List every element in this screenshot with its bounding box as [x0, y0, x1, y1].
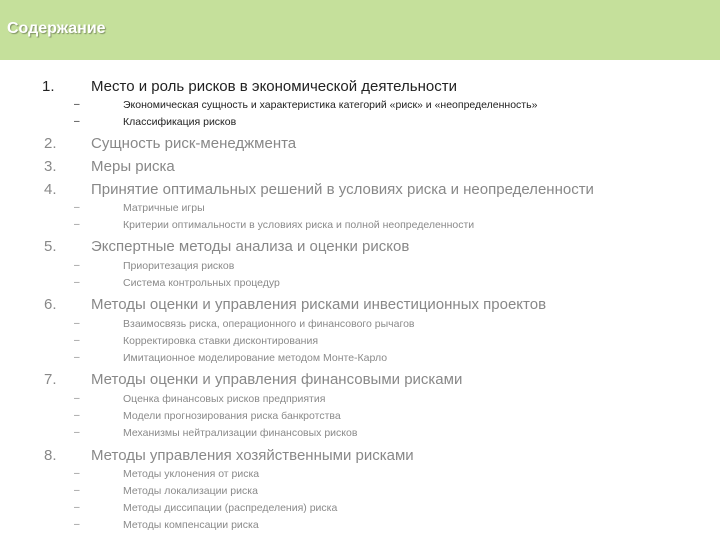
- section-number: 8.: [44, 447, 57, 464]
- bullet-dash: –: [74, 519, 80, 530]
- subsection-item: Методы диссипации (распределения) риска: [123, 502, 338, 514]
- section-number: 7.: [44, 371, 57, 388]
- section-title: Сущность риск-менеджмента: [91, 135, 297, 152]
- subsection-item: Методы уклонения от риска: [123, 468, 260, 480]
- subsection-item: Критерии оптимальности в условиях риска и полной неопределенности: [123, 219, 475, 231]
- bullet-dash: –: [74, 410, 80, 421]
- bullet-dash: –: [74, 277, 80, 288]
- bullet-dash: –: [74, 116, 80, 127]
- subsection-item: Имитационное моделирование методом Монте-Карло: [123, 352, 388, 364]
- bullet-dash: –: [74, 468, 80, 479]
- subsection-item: Приоритезация рисков: [123, 260, 235, 272]
- subsection-item: Взаимосвязь риска, операционного и финансового рычагов: [123, 318, 415, 330]
- section-number: 2.: [44, 135, 57, 152]
- subsection-item: Экономическая сущность и характеристика категорий «риск» и «неопределенность»: [123, 99, 538, 111]
- section-title: Методы управления хозяйственными рисками: [91, 447, 414, 464]
- section-title: Методы оценки и управления рисками инвестиционных проектов: [91, 296, 547, 313]
- subsection-item: Методы компенсации риска: [123, 519, 259, 531]
- section-title: Методы оценки и управления финансовыми рисками: [91, 371, 463, 388]
- bullet-dash: –: [74, 318, 80, 329]
- bullet-dash: –: [74, 393, 80, 404]
- bullet-dash: –: [74, 260, 80, 271]
- bullet-dash: –: [74, 99, 80, 110]
- subsection-item: Классификация рисков: [123, 116, 237, 128]
- section-number: 1.: [42, 78, 55, 95]
- bullet-dash: –: [74, 202, 80, 213]
- bullet-dash: –: [74, 352, 80, 363]
- section-number: 5.: [44, 238, 57, 255]
- section-title: Место и роль рисков в экономической деятельности: [91, 78, 457, 95]
- section-title: Принятие оптимальных решений в условиях риска и неопределенности: [91, 181, 594, 198]
- section-number: 6.: [44, 296, 57, 313]
- bullet-dash: –: [74, 219, 80, 230]
- subsection-item: Методы локализации риска: [123, 485, 258, 497]
- bullet-dash: –: [74, 485, 80, 496]
- section-title: Экспертные методы анализа и оценки рисков: [91, 238, 410, 255]
- page-title: Содержание: [7, 20, 106, 37]
- bullet-dash: –: [74, 427, 80, 438]
- bullet-dash: –: [74, 502, 80, 513]
- section-title: Меры риска: [91, 158, 175, 175]
- subsection-item: Механизмы нейтрализации финансовых рисков: [123, 427, 358, 439]
- section-number: 4.: [44, 181, 57, 198]
- section-number: 3.: [44, 158, 57, 175]
- subsection-item: Оценка финансовых рисков предприятия: [123, 393, 326, 405]
- subsection-item: Корректировка ставки дисконтирования: [123, 335, 319, 347]
- bullet-dash: –: [74, 335, 80, 346]
- subsection-item: Система контрольных процедур: [123, 277, 280, 289]
- subsection-item: Матричные игры: [123, 202, 205, 214]
- subsection-item: Модели прогнозирования риска банкротства: [123, 410, 341, 422]
